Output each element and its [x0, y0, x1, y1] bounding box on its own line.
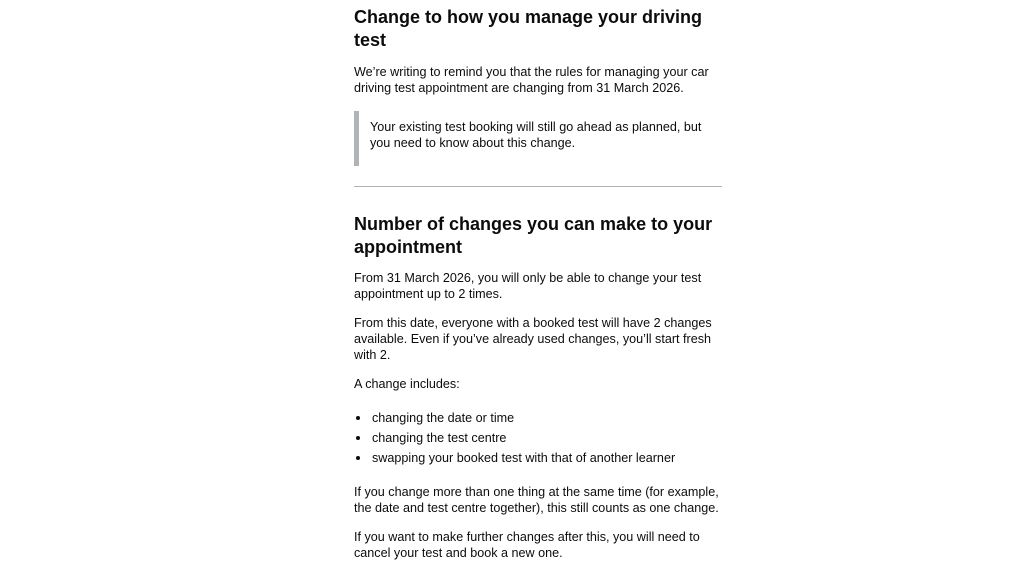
paragraph-change-limit: From 31 March 2026, you will only be able to change your test appointment up to 2 times. — [354, 271, 702, 301]
paragraph-start-fresh: From this date, everyone with a booked test will have 2 changes available. Even if you’ve already used changes, you’ll start fresh with 2. — [354, 316, 712, 362]
paragraph-further-changes: If you want to make further changes after this, you will need to cancel your test and book a new one. — [354, 530, 700, 560]
email-content — [354, 0, 722, 574]
change-types-list — [354, 410, 722, 466]
list-item — [354, 430, 722, 446]
list-item-text: changing the date or time — [372, 411, 515, 425]
bullet-icon — [356, 456, 360, 460]
list-item-text: swapping your booked test with that of another learner — [372, 451, 676, 465]
paragraph-change-includes: A change includes: — [354, 377, 460, 391]
inset-paragraph: Your existing test booking will still go ahead as planned, but you need to know about this change. — [370, 120, 702, 150]
inset-text — [354, 111, 722, 166]
section-divider — [354, 186, 722, 187]
list-item — [354, 450, 722, 466]
heading-number-of-changes: Number of changes you can make to your appointment — [354, 214, 713, 257]
heading-change-driving-test: Change to how you manage your driving test — [354, 7, 703, 50]
bullet-icon — [356, 416, 360, 420]
intro-paragraph: We’re writing to remind you that the rules for managing your car driving test appointment are changing from 31 March 2026. — [354, 65, 709, 95]
paragraph-one-change: If you change more than one thing at the same time (for example, the date and test centre together), this still counts as one change. — [354, 485, 719, 515]
bullet-icon — [356, 436, 360, 440]
list-item-text: changing the test centre — [372, 431, 507, 445]
list-item — [354, 410, 722, 426]
